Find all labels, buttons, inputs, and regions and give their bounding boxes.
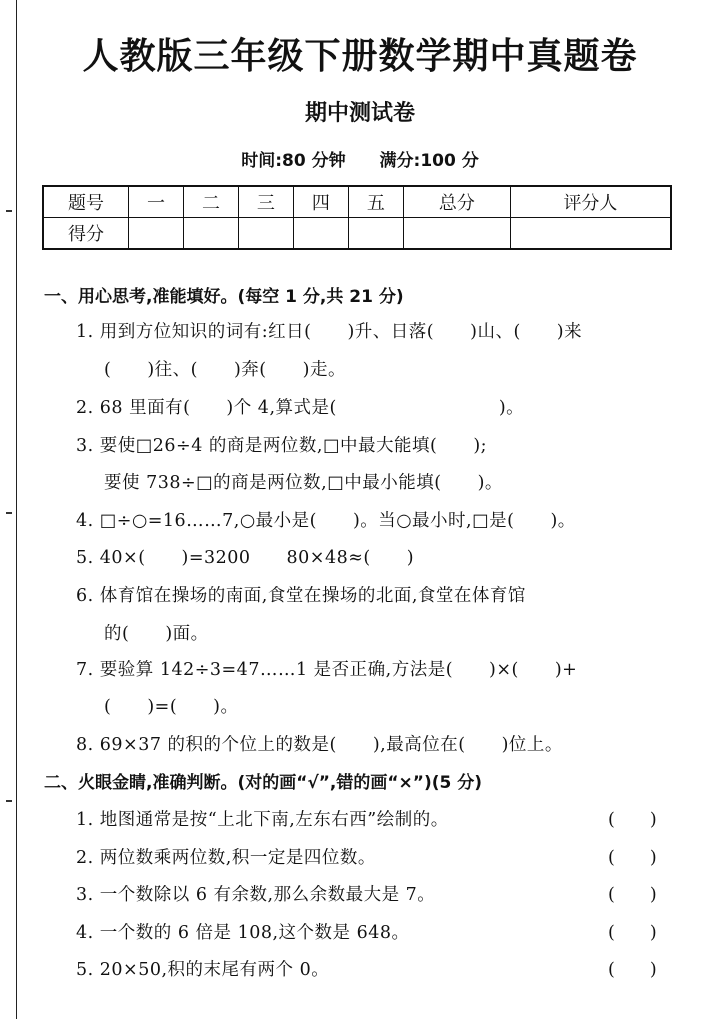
score-blank-cell[interactable]: [293, 218, 348, 250]
score-header-cell: 三: [238, 186, 293, 218]
question-line: 4. □÷○=16……7,○最小是( )。当○最小时,□是( )。: [76, 511, 576, 531]
judge-item: 3. 一个数除以 6 有余数,那么余数最大是 7。: [76, 885, 436, 905]
question-line: ( )=( )。: [104, 697, 239, 717]
score-blank-cell[interactable]: [238, 218, 293, 250]
score-header-cell: 五: [348, 186, 403, 218]
judge-item: 4. 一个数的 6 倍是 108,这个数是 648。: [76, 923, 410, 943]
score-blank-cell[interactable]: [348, 218, 403, 250]
score-blank-cell[interactable]: [403, 218, 510, 250]
score-header-cell: 总分: [403, 186, 510, 218]
judge-answer-blank[interactable]: ( ): [608, 885, 657, 905]
score-table: [42, 185, 672, 250]
score-header-cell: 题号: [43, 186, 129, 218]
margin-tick: [6, 512, 12, 514]
score-blank-cell[interactable]: [129, 218, 184, 250]
question-line: 5. 40×( )=3200 80×48≈( ): [76, 548, 415, 568]
margin-tick: [6, 210, 12, 212]
judge-answer-blank[interactable]: ( ): [608, 960, 657, 980]
question-line: 要使 738÷□的商是两位数,□中最小能填( )。: [104, 473, 503, 493]
judge-item: 1. 地图通常是按“上北下南,左东右西”绘制的。: [76, 810, 449, 830]
score-table-score-row: [43, 218, 671, 250]
judge-answer-blank[interactable]: ( ): [608, 848, 657, 868]
score-header-cell: 四: [293, 186, 348, 218]
page-subtitle: 期中测试卷: [304, 101, 415, 126]
section-2-title: 二、火眼金睛,准确判断。(对的画“√”,错的画“×”)(5 分): [44, 773, 483, 793]
judge-answer-blank[interactable]: ( ): [608, 810, 657, 830]
time-label: 时间:80 分钟: [241, 151, 346, 171]
score-row-label: 得分: [43, 218, 129, 250]
question-line: 6. 体育馆在操场的南面,食堂在操场的北面,食堂在体育馆: [76, 586, 526, 606]
section-1-title: 一、用心思考,准能填好。(每空 1 分,共 21 分): [44, 287, 404, 307]
question-line: 7. 要验算 142÷3=47……1 是否正确,方法是( )×( )+: [76, 660, 578, 680]
question-line: 的( )面。: [104, 624, 209, 644]
judge-item: 2. 两位数乘两位数,积一定是四位数。: [76, 848, 376, 868]
score-table-header-row: [43, 186, 671, 218]
question-line: 3. 要使□26÷4 的商是两位数,□中最大能填( );: [76, 436, 488, 456]
margin-tick: [6, 800, 12, 802]
question-line: 8. 69×37 的积的个位上的数是( ),最高位在( )位上。: [76, 735, 563, 755]
judge-answer-blank[interactable]: ( ): [608, 923, 657, 943]
question-line: ( )往、( )奔( )走。: [104, 360, 346, 380]
judge-item: 5. 20×50,积的末尾有两个 0。: [76, 960, 330, 980]
full-score-label: 满分:100 分: [379, 151, 479, 171]
exam-meta: [0, 146, 720, 171]
page-title: 人教版三年级下册数学期中真题卷: [82, 36, 638, 77]
score-header-cell: 一: [129, 186, 184, 218]
score-header-cell: 二: [183, 186, 238, 218]
score-blank-cell[interactable]: [510, 218, 671, 250]
score-header-cell: 评分人: [510, 186, 671, 218]
score-blank-cell[interactable]: [183, 218, 238, 250]
question-line: 2. 68 里面有( )个 4,算式是( )。: [76, 398, 525, 418]
question-line: 1. 用到方位知识的词有:红日( )升、日落( )山、( )来: [76, 322, 583, 342]
